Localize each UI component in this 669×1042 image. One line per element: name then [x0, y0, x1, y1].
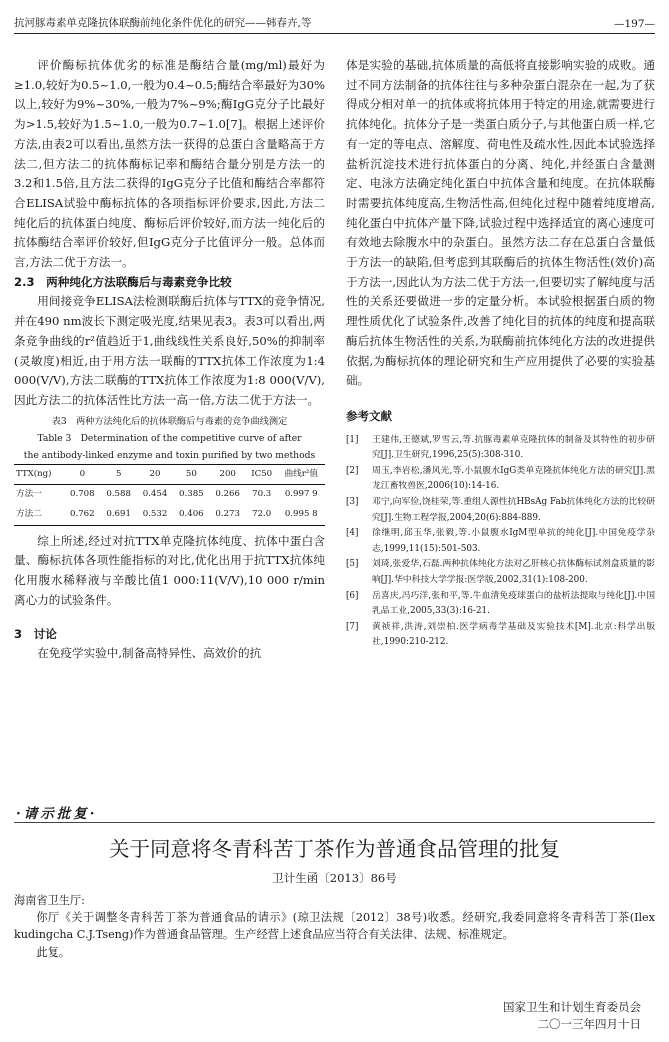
section-2-3-heading: 2.3 两种纯化方法联酶后与毒素竞争比较	[14, 274, 232, 289]
table-cell: 70.3	[252, 489, 272, 500]
table-3-caption	[14, 413, 325, 464]
table-3-caption-cn: 表3 两种方法纯化后的抗体联酶后与毒素的竞争曲线测定	[51, 415, 288, 427]
reference-item	[346, 620, 655, 651]
table-3-caption-en-2: the antibody-linked enzyme and toxin purified by two methods	[23, 449, 316, 461]
table-header-row	[14, 464, 325, 485]
table-cell: 0.691	[106, 509, 131, 520]
table-cell: 0.762	[70, 509, 95, 520]
reference-number: [7]	[346, 621, 359, 632]
table-header-cell: 200	[219, 468, 236, 479]
reference-number: [3]	[346, 497, 359, 508]
table-cell: 0.708	[70, 489, 95, 500]
table-cell: 0.266	[215, 489, 240, 500]
table-cell: 方法一	[16, 489, 42, 500]
reference-item	[346, 464, 655, 495]
table-cell: 0.588	[106, 489, 131, 500]
table-row	[14, 505, 325, 525]
left-column	[14, 56, 325, 664]
table-cell: 72.0	[252, 509, 272, 520]
reference-item	[346, 557, 655, 588]
reference-text: 邓宁,向军俭,饶桂荣,等.重组人源性抗HBsAg Fab抗体纯化方法的比较研究[J].生物工程学报,2004,20(6):884-889.	[372, 497, 655, 523]
reference-number: [4]	[346, 528, 359, 539]
paragraph-discussion-cont: 体是实验的基础,抗体质量的高低将直接影响实验的成败。通过不同方法制备的抗体往往与多种杂蛋白混杂在一起,为了获得成分相对单一的抗体或将抗体用于特定的用途,就需要进行抗体纯化。抗体分子是一类蛋白质分子,与其他蛋白质一样,它有一定的等电点、溶解度、荷电性及疏水性,因此本试验选择盐析沉淀技术进行抗体蛋白的分离、纯化,并经蛋白含量测定、电泳方法确定纯化蛋白中抗体含量和纯度。在抗体联酶时需要抗体纯度高,生物活性高,但纯化过程中随着纯度增高,纯化蛋白中抗体产量下降,试验过程中选择适宜的离心速度可有效地去除腹水中的杂蛋白。虽然方法二存在总蛋白含量低于方法一的缺陷,但考虑到其联酶后的抗体生物活性(效价)高于方法一,因此认为方法二优于方法一,但要切实了解纯度与活性的关系还要做进一步的定量分析。本试验根据蛋白质的物理性质优化了试验条件,改善了纯化目的抗体的纯度和提高联酶后抗体生物活性的关系,为联酶前抗体纯化方法的改进提供依据,为酶标抗体的理论研究和生产应用提供了必要的实验基础。	[346, 58, 655, 388]
table-header-cell: IC50	[251, 468, 273, 479]
table-cell: 0.454	[142, 489, 168, 500]
table-row	[14, 485, 325, 505]
table-3	[14, 464, 325, 526]
paragraph-competition: 用间接竞争ELISA法检测联酶后抗体与TTX的竞争情况,并在490 nm波长下测定吸光度,结果见表3。表3可以看出,两条竞争曲线的r²值趋近于1,曲线线性关系良好,50%的抑制率(灵敏度)相近,由于用方法一联酶的TTX抗体工作浓度为1:4 000(V/V),方法二联酶的TTX抗体工作浓度为1:8 000(V/V),因此方法二的抗体活性比方法一高一倍,方法二优于方法一。	[14, 294, 325, 407]
reference-item	[346, 495, 655, 526]
issuing-authority: 国家卫生和计划生育委员会	[503, 1000, 641, 1014]
reference-text: 刘琦,张爱华,石磊.两种抗体纯化方法对乙肝核心抗体酶标试剂盒质量的影响[J].华中科技大学学报:医学版,2002,31(1):108-200.	[372, 559, 655, 585]
running-title: 抗河豚毒素单克隆抗体联酶前纯化条件优化的研究——韩春卉,等	[14, 17, 312, 29]
closing-phrase: 此复。	[36, 945, 70, 959]
table-header-cell: 0	[79, 468, 86, 479]
table-3-caption-en-1: Table 3 Determination of the competitive curve of after	[37, 432, 302, 444]
references-heading: 参考文献	[346, 408, 392, 423]
table-cell: 0.406	[179, 509, 204, 520]
table-cell: 方法二	[16, 509, 42, 520]
reference-number: [2]	[346, 465, 359, 476]
addressee: 海南省卫生厅:	[14, 894, 85, 907]
reference-item	[346, 526, 655, 557]
table-cell: 0.995 8	[284, 509, 318, 520]
table-header-cell: 50	[185, 468, 197, 479]
signature-block	[503, 999, 641, 1033]
document-number: 卫计生函〔2013〕86号	[272, 871, 397, 885]
reference-text: 徐继明,邱玉华,张毅,等.小鼠腹水IgM型单抗的纯化[J].中国免疫学杂志,1999,11(15):501-503.	[372, 528, 655, 554]
paragraph-discussion-start: 在免疫学实验中,制备高特异性、高效价的抗	[37, 646, 262, 661]
issue-date: 二〇一三年四月十日	[537, 1017, 641, 1031]
table-header-cell: 20	[149, 468, 161, 479]
reference-text: 黄祯祥,洪涛,刘崇柏.医学病毒学基础及实验技术[M].北京:科学出版社,1990:210-212.	[372, 621, 655, 648]
reference-item	[346, 589, 655, 620]
table-cell: 0.997 9	[284, 489, 318, 500]
running-header	[14, 8, 655, 34]
table-header-cell: TTX(ng)	[16, 468, 52, 479]
table-cell: 0.532	[142, 509, 168, 520]
reference-number: [6]	[346, 590, 359, 601]
table-cell: 0.385	[179, 489, 204, 500]
page-number: —197—	[613, 18, 655, 30]
table-cell: 0.273	[215, 509, 240, 520]
reference-number: [1]	[346, 434, 359, 445]
reply-text: 你厅《关于调整冬青科苦丁茶为普通食品的请示》(琼卫法规〔2012〕38号)收悉。经研究,我委同意将冬青科苦丁茶(Ilex kudingcha C.J.Tseng)作为普通食品管理。生产经营上述食品应当符合有关法律、法规、标准规定。	[14, 911, 655, 942]
table-header-cell: 曲线r²值	[284, 468, 318, 479]
section-3-heading: 3 讨论	[14, 626, 57, 641]
column-label: ·请示批复·	[16, 806, 98, 822]
reply-title: 关于同意将冬青科苦丁茶作为普通食品管理的批复	[109, 837, 560, 861]
paragraph-evaluation: 评价酶标抗体优劣的标准是酶结合量(mg/ml)最好为≥1.0,较好为0.5~1.0,一般为0.4~0.5;酶结合率最好为30%以上,较好为9%~30%,一般为7%~9%;酶IgG克分子比最好为>1.5,较好为1.5~1.0,一般为0.7~1.0[7]。根据上述评价方法,由表2可以看出,虽然方法一获得的总蛋白含量略高于方法二,但方法二的抗体酶标记率和酶结合量分别是方法一的3.2和1.5倍,且方法二获得的IgG克分子比值和酶结合率都符合ELISA试验中酶标抗体的各项指标评价要求,因此,方法二纯化后的抗体蛋白纯度、酶标后评价较好,而方法一纯化后的抗体酶结合率评价较好,但IgG克分子比值评分一般。总体而言,方法二优于方法一。	[14, 58, 325, 270]
references-list	[346, 433, 655, 651]
reference-item	[346, 433, 655, 464]
table-header-cell: 5	[115, 468, 122, 479]
reference-number: [5]	[346, 559, 359, 570]
right-column	[346, 56, 655, 651]
reference-text: 王建伟,王德斌,罗雪云,等.抗豚毒素单克隆抗体的制备及其特性的初步研究[J].卫生研究,1996,25(5):308-310.	[372, 434, 655, 461]
divider	[14, 822, 655, 823]
reply-body	[14, 892, 655, 961]
paragraph-summary: 综上所述,经过对抗TTX单克隆抗体纯度、抗体中蛋白含量、酶标抗体各项性能指标的对比,优化出用于抗TTX抗体纯化用腹水稀释液与辛酸比值1 000:11(V/V),10 000 r/min离心力的试验条件。	[14, 533, 325, 607]
reference-text: 岳喜庆,冯巧洋,张和平,等.牛血清免疫球蛋白的盐析法提取与纯化[J].中国乳品工业,2005,33(3):16-21.	[372, 590, 655, 617]
reference-text: 周玉,李岩松,潘风光,等.小鼠腹水IgG类单克隆抗体纯化方法的研究[J].黑龙江畜牧兽医,2006(10):14-16.	[372, 465, 655, 492]
